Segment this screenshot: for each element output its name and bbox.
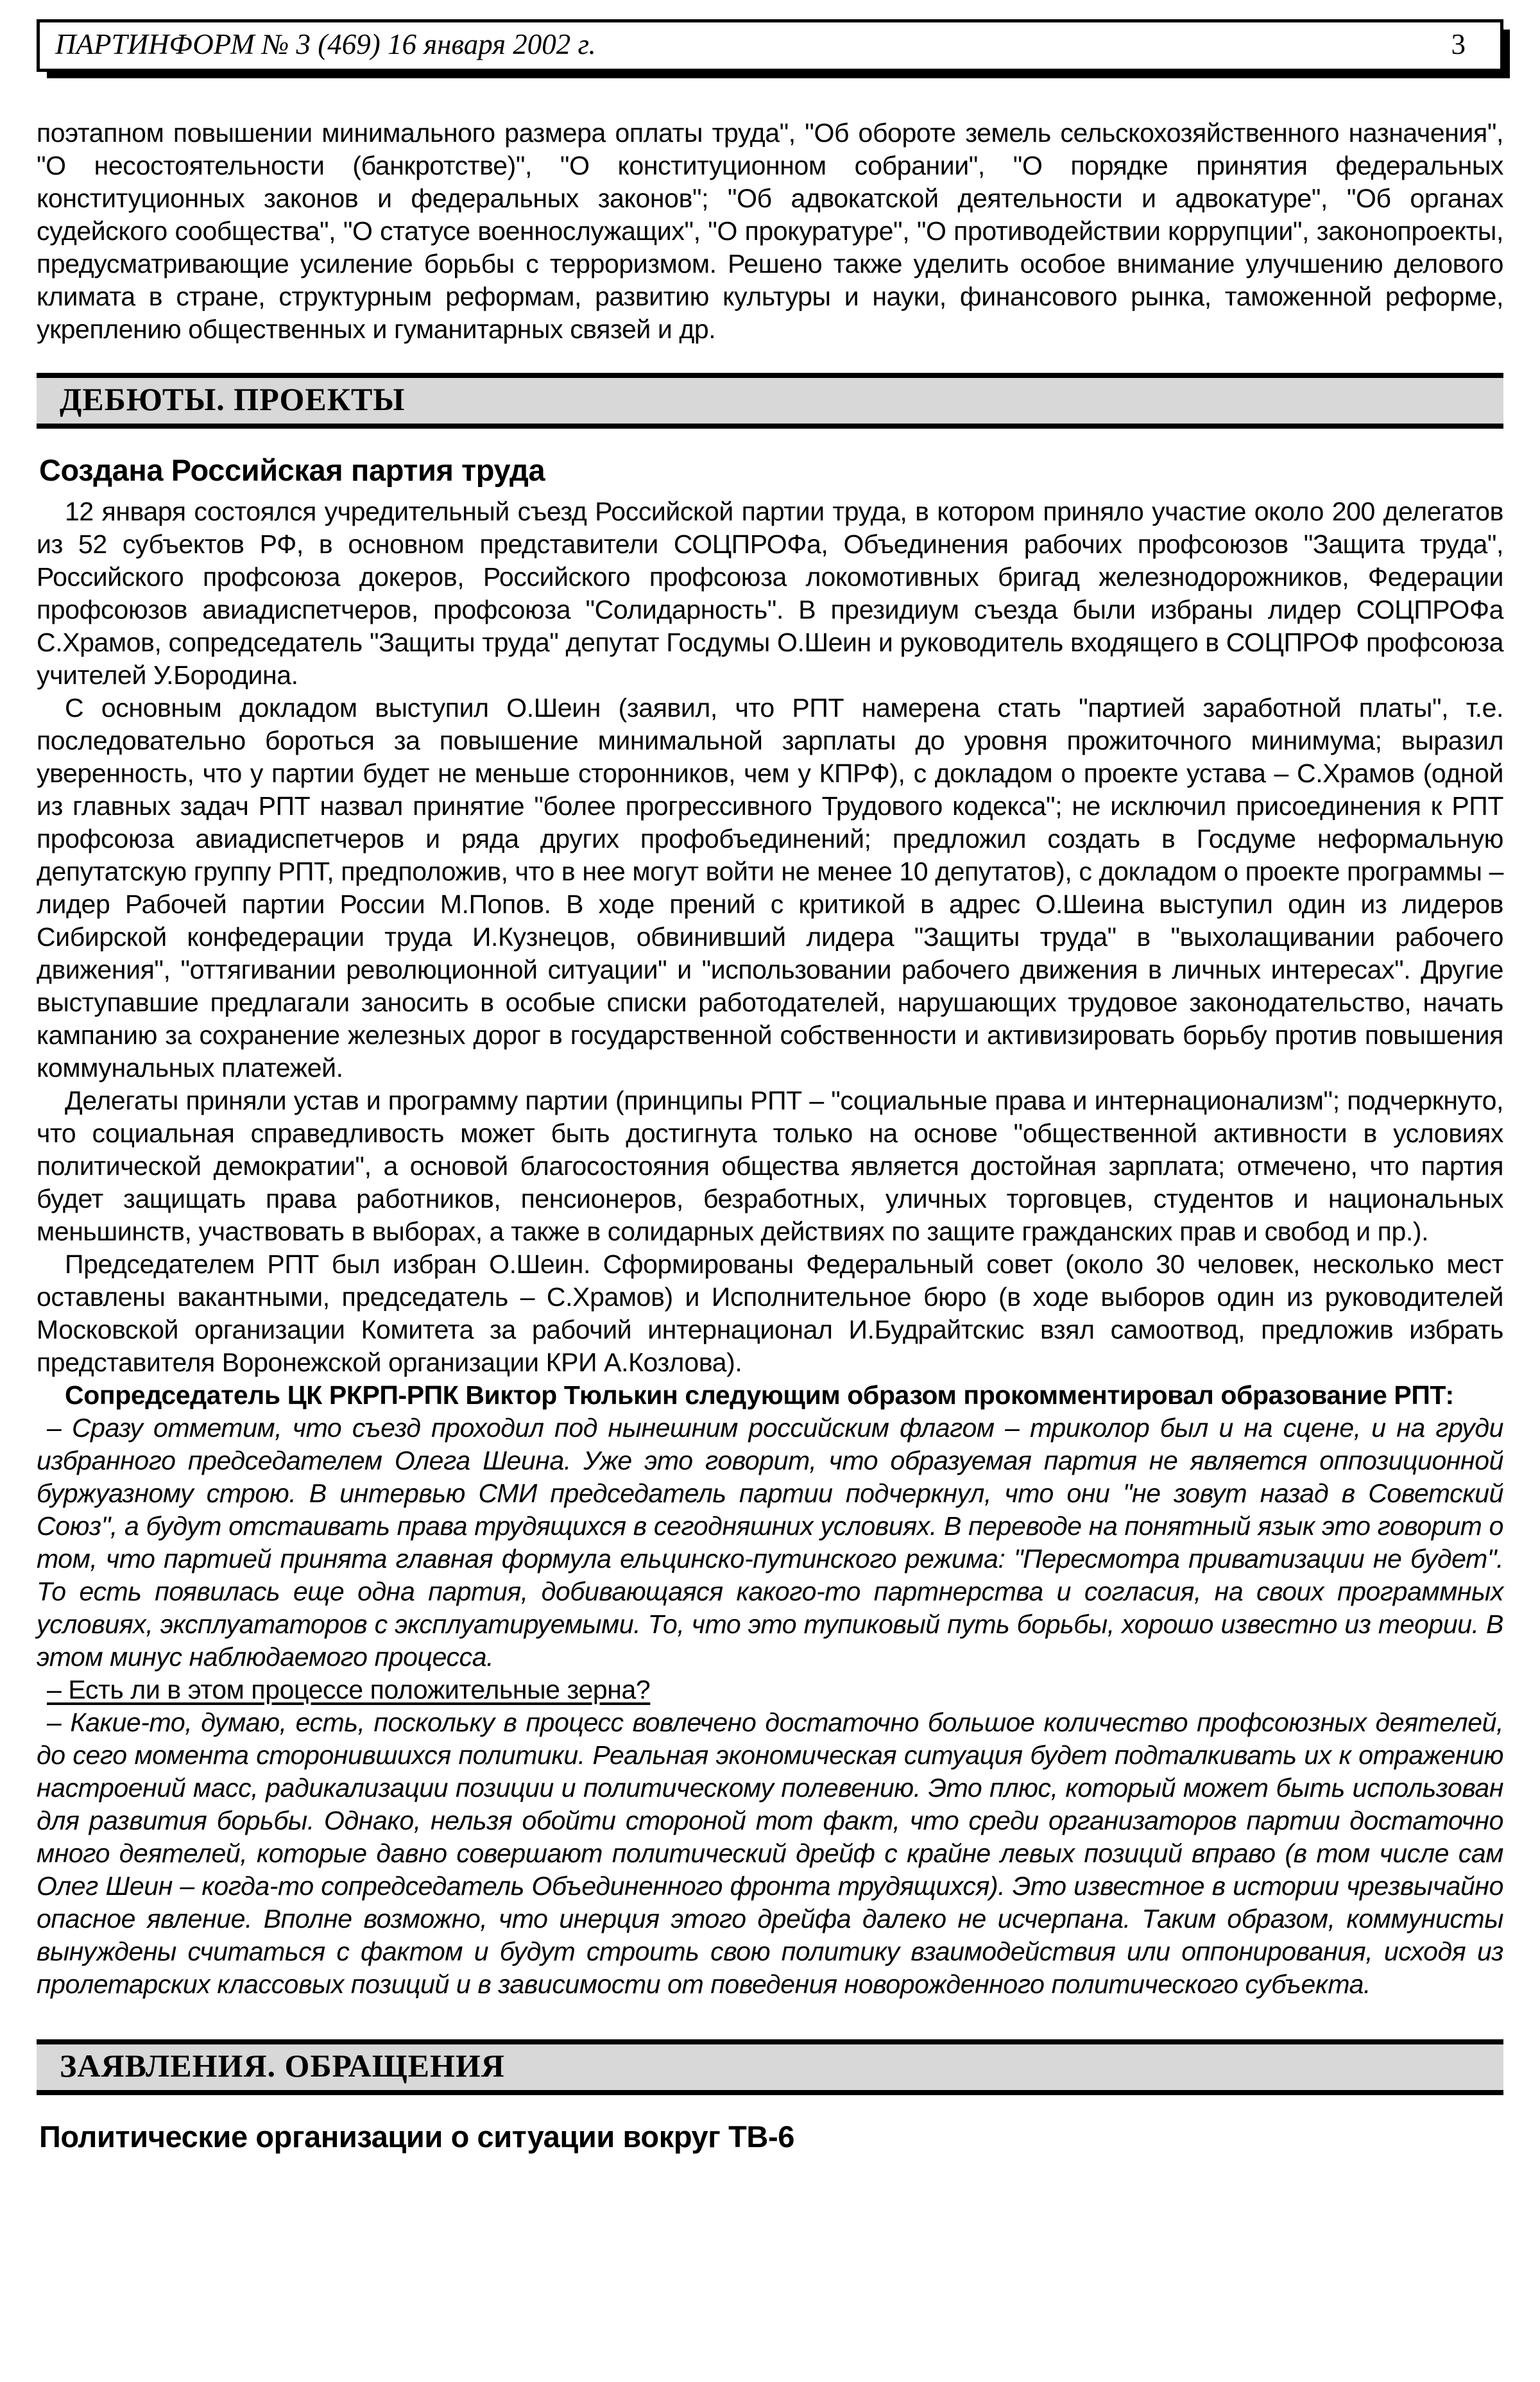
article-paragraph: Председателем РПТ был избран О.Шеин. Сформированы Федеральный совет (около 30 человек, несколько мест оставлены вакантными, председатель – С.Храмов) и Исполнительное бюро (в ходе выборов один из руководителей Московской организации Комитета за рабочий интернационал И.Будрайтскис взял самоотвод, предложив избрать представителя Воронежской организации КРИ А.Козлова). bbox=[37, 1249, 1503, 1377]
section-rubric-statements: ЗАЯВЛЕНИЯ. ОБРАЩЕНИЯ bbox=[37, 2039, 1503, 2095]
article-paragraph: Делегаты приняли устав и программу партии (принципы РПТ – "социальные права и интернационализм"; подчеркнуто, что социальная справедливость может быть достигнута только на основе "общественной активности в условиях политической демократии", а основой благосостояния общества является достойная зарплата; отмечено, что партия будет защищать права работников, пенсионеров, безработных, уличных торговцев, студентов и национальных меньшинств, участвовать в выборах, а также в солидарных действиях по защите гражданских прав и свобод и пр.). bbox=[37, 1086, 1503, 1246]
article-paragraph: С основным докладом выступил О.Шеин (заявил, что РПТ намерена стать "партией заработной платы", т.е. последовательно бороться за повышение минимальной зарплаты до уровня прожиточного минимума; выразил уверенность, что у партии будет не меньше сторонников, чем у КПРФ), с докладом о проекте устава – С.Храмов (одной из главных задач РПТ назвал принятие "более прогрессивного Трудового кодекса"; не исключил присоединения к РПТ профсоюза авиадиспетчеров и ряда других профобъединений; предложил создать в Госдуме неформальную депутатскую группу РПТ, предположив, что в нее могут войти не менее 10 депутатов), с докладом о проекте программы – лидер Рабочей партии России М.Попов. В ходе прений с критикой в адрес О.Шеина выступил один из лидеров Сибирской конфедерации труда И.Кузнецов, обвинивший лидера "Защиты труда" в "выхолащивании рабочего движения", "оттягивании революционной ситуации" и "использовании рабочего движения в личных интересах". Другие выступавшие предлагали заносить в особые списки работодателей, нарушающих трудовое законодательство, начать кампанию за сохранение железных дорог в государственной собственности и активизировать борьбу против повышения коммунальных платежей. bbox=[37, 693, 1503, 1083]
page-body bbox=[37, 117, 1503, 2154]
comment-paragraph: – Какие-то, думаю, есть, поскольку в процесс вовлечено достаточно большое количество профсоюзных деятелей, до сего момента сторонившихся политики. Реальная экономическая ситуация будет подталкивать их к отражению настроений масс, радикализации позиции и политическому полевению. Это плюс, который может быть использован для развития борьбы. Однако, нельзя обойти стороной тот факт, что среди организаторов партии достаточно много деятелей, которые давно совершают политический дрейф с крайне левых позиций вправо (в том числе сам Олег Шеин – когда-то сопредседатель Объединенного фронта трудящихся). Это известное в истории чрезвычайно опасное явление. Вполне возможно, что инерция этого дрейфа далеко не исчерпана. Таким образом, коммунисты вынуждены считаться с фактом и будут строить свою политику взаимодействия или оппонирования, исходя из пролетарских классовых позиций и в зависимости от поведения новорожденного политического субъекта. bbox=[37, 1708, 1503, 1999]
comment-paragraph: – Сразу отметим, что съезд проходил под нынешним российским флагом – триколор был и на сцене, и на груди избранного председателем Олега Шеина. Уже это говорит, что образуемая партия не является оппозиционной буржуазному строю. В интервью СМИ председатель партии подчеркнул, что они "не зовут назад в Советский Союз", а будут отстаивать права трудящихся в сегодняшних условиях. В переводе на понятный язык это говорит о том, что партией принята главная формула ельцинско-путинского режима: "Пересмотра приватизации не будет". То есть появилась еще одна партия, добивающаяся какого-то партнерства и согласия, на своих программных условиях, эксплуататоров с эксплуатируемыми. То, что это тупиковый путь борьбы, хорошо известно из теории. В этом минус наблюдаемого процесса. bbox=[37, 1413, 1503, 1672]
section-rubric-debuts: ДЕБЮТЫ. ПРОЕКТЫ bbox=[37, 373, 1503, 429]
article-title-tv6: Политические организации о ситуации вокруг ТВ-6 bbox=[39, 2120, 794, 2154]
comment-intro: Сопредседатель ЦК РКРП-РПК Виктор Тюлькин следующим образом прокомментировал образование РПТ: bbox=[65, 1380, 1454, 1410]
article-paragraph: 12 января состоялся учредительный съезд Российской партии труда, в котором приняло участие около 200 делегатов из 52 субъектов РФ, в основном представители СОЦПРОФа, Объединения рабочих профсоюзов "Защита труда", Российского профсоюза докеров, Российского профсоюза локомотивных бригад железнодорожников, Федерации профсоюзов авиадиспетчеров, профсоюза "Солидарность". В президиум съезда были избраны лидер СОЦПРОФа С.Храмов, сопредседатель "Защиты труда" депутат Госдумы О.Шеин и руководитель входящего в СОЦПРОФ профсоюза учителей У.Бородина. bbox=[37, 497, 1503, 690]
masthead bbox=[37, 19, 1503, 72]
continuation-paragraph: поэтапном повышении минимального размера оплаты труда", "Об обороте земель сельскохозяйственного назначения", "О несостоятельности (банкротстве)", "О конституционном собрании", "О порядке принятия федеральных конституционных законов и федеральных законов"; "Об адвокатской деятельности и адвокатуре", "Об органах судейского сообщества", "О статусе военнослужащих", "О прокуратуре", "О противодействии коррупции", законопроекты, предусматривающие усиление борьбы с терроризмом. Решено также уделить особое внимание улучшению делового климата в стране, структурным реформам, развитию культуры и науки, финансового рынка, таможенной реформе, укреплению общественных и гуманитарных связей и др. bbox=[37, 118, 1503, 344]
masthead-title: ПАРТИНФОРМ № 3 (469) 16 января 2002 г. bbox=[55, 28, 596, 60]
interview-question: – Есть ли в этом процессе положительные зерна? bbox=[47, 1675, 651, 1704]
article-title-rpt: Создана Российская партия труда bbox=[39, 453, 545, 487]
page-number: 3 bbox=[1451, 28, 1466, 60]
